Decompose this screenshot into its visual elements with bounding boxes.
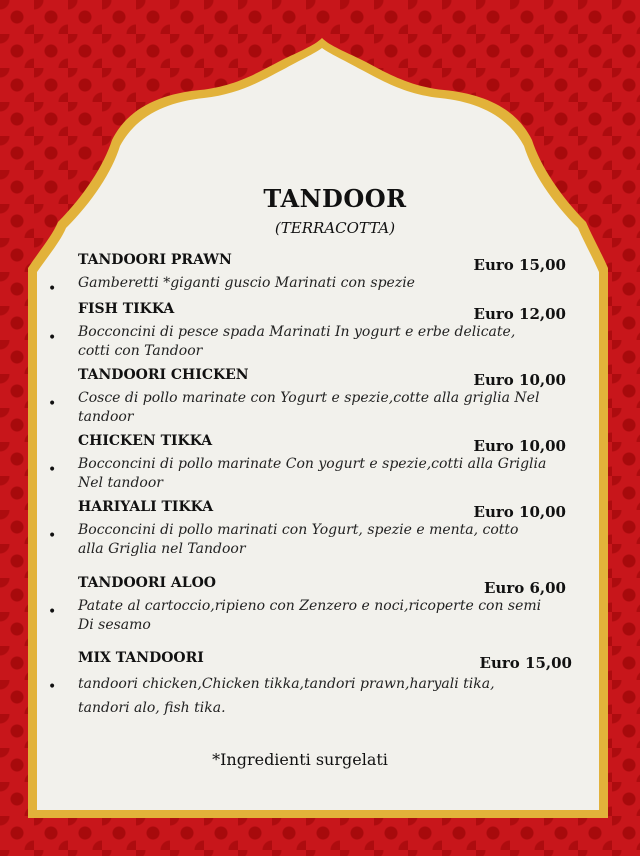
menu-title: TANDOOR: [263, 184, 407, 213]
item-description: Bocconcini di pollo marinate Con yogurt e spezie,cotti alla Griglia Nel tandoor: [78, 456, 547, 491]
item-name: MIX TANDOORI: [78, 650, 204, 666]
item-bullet: •: [48, 330, 57, 346]
item-price: Euro 10,00: [473, 503, 566, 521]
item-description: Gamberetti *giganti guscio Marinati con spezie: [78, 275, 415, 291]
menu-subtitle: (TERRACOTTA): [274, 219, 396, 237]
item-description: tandoori chicken,Chicken tikka,tandori prawn,haryali tika, tandori alo, fish tika.: [78, 676, 495, 716]
item-description: Bocconcini di pollo marinati con Yogurt, spezie e menta, cotto alla Griglia nel Tandoor: [78, 522, 519, 557]
item-bullet: •: [48, 528, 57, 544]
item-name: TANDOORI ALOO: [78, 575, 216, 591]
item-price: Euro 12,00: [473, 305, 566, 323]
item-name: TANDOORI PRAWN: [78, 252, 232, 268]
item-name: CHICKEN TIKKA: [78, 433, 213, 449]
item-price: Euro 10,00: [473, 371, 566, 389]
item-bullet: •: [48, 604, 57, 620]
item-bullet: •: [48, 281, 57, 297]
item-bullet: •: [48, 679, 57, 695]
item-price: Euro 6,00: [483, 579, 566, 597]
item-description: Patate al cartoccio,ripieno con Zenzero e noci,ricoperte con semi Di sesamo: [78, 598, 542, 633]
footnote: *Ingredienti surgelati: [212, 750, 388, 769]
item-price: Euro 15,00: [473, 256, 566, 274]
item-name: FISH TIKKA: [78, 301, 175, 317]
item-description: Cosce di pollo marinate con Yogurt e spezie,cotte alla griglia Nel tandoor: [78, 390, 540, 425]
item-name: TANDOORI CHICKEN: [78, 367, 249, 383]
item-price: Euro 10,00: [473, 437, 566, 455]
item-name: HARIYALI TIKKA: [78, 499, 214, 515]
item-bullet: •: [48, 396, 57, 412]
item-description: Bocconcini di pesce spada Marinati In yogurt e erbe delicate, cotti con Tandoor: [78, 324, 516, 359]
item-bullet: •: [48, 462, 57, 478]
item-price: Euro 15,00: [479, 654, 572, 672]
